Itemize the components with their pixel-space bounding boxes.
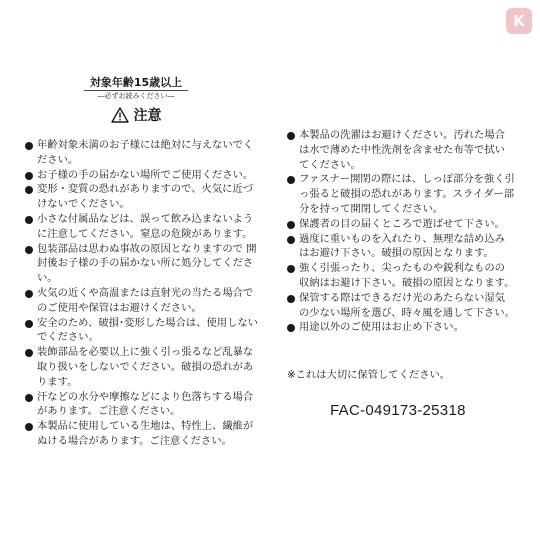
bullet-icon <box>25 423 33 431</box>
list-item: 保護者の目の届くところで遊ばせて下さい。 <box>287 217 515 232</box>
list-item: お子様の手の届かない場所でご使用ください。 <box>25 168 259 183</box>
bullet-icon <box>25 246 33 254</box>
bullet-icon <box>287 132 295 140</box>
list-item: 保管する際はできるだけ光のあたらない湿気の少ない場所を選び、時々風を通して下さい。 <box>287 291 515 321</box>
must-read-subtitle: ―必ずお読みください― <box>84 90 188 101</box>
list-item: ファスナー開閉の際には、しっぽ部分を強く引っ張ると破損の恐れがあります。スライダー部分を持って開閉してください。 <box>287 172 515 216</box>
list-item: 用途以外のご使用はお止め下さい。 <box>287 320 515 335</box>
list-item: 安全のため、破損･変形した場合は、使用しないでください。 <box>25 316 259 346</box>
bullet-icon <box>287 295 295 303</box>
bullet-icon <box>287 176 295 184</box>
right-caution-list <box>287 128 515 335</box>
bullet-icon <box>25 349 33 357</box>
list-item: 包装部品は思わぬ事故の原因となりますので 開封後お子様の手の届かない所に処分してください。 <box>25 242 259 286</box>
caution-heading <box>84 105 188 125</box>
list-item: 変形・変質の恐れがありますので、火気に近づけないでください。 <box>25 182 259 212</box>
list-item: 本製品の洗濯はお避けください。汚れた場合は水で薄めた中性洗剤を含ませた布等で拭いてください。 <box>287 128 515 172</box>
left-caution-list <box>25 138 259 449</box>
product-code: FAC-049173-25318 <box>330 402 466 419</box>
bullet-icon <box>287 221 295 229</box>
caution-label: 注意 <box>133 108 162 124</box>
bullet-icon <box>25 142 33 150</box>
warning-triangle-icon <box>111 107 129 123</box>
bullet-icon <box>25 394 33 402</box>
warning-header <box>84 76 188 125</box>
bullet-icon <box>25 290 33 298</box>
bullet-icon <box>25 172 33 180</box>
bullet-icon <box>287 236 295 244</box>
brand-badge: K <box>506 8 532 34</box>
bullet-icon <box>287 324 295 332</box>
bullet-icon <box>25 216 33 224</box>
list-item: 小さな付属品などは、誤って飲み込まないように注意してください。窒息の危険があります。 <box>25 212 259 242</box>
bullet-icon <box>25 320 33 328</box>
list-item: 本製品に使用している生地は、特性上、繊維がぬける場合があります。ご注意ください。 <box>25 419 259 449</box>
list-item: 過度に重いものを入れたり、無理な詰め込みはお避け下さい。破損の原因となります。 <box>287 232 515 262</box>
age-title: 対象年齢15歳以上 <box>89 76 183 89</box>
bullet-icon <box>287 265 295 273</box>
list-item: 年齢対象未満のお子様には絶対に与えないでください。 <box>25 138 259 168</box>
list-item: 汗などの水分や摩擦などにより色落ちする場合があります。ご注意ください。 <box>25 390 259 420</box>
storage-note: ※これは大切に保管してください。 <box>287 369 451 381</box>
bullet-icon <box>25 186 33 194</box>
list-item: 装飾部品を必要以上に強く引っ張るなど乱暴な取り扱いをしないでください。破損の恐れがあります。 <box>25 345 259 389</box>
list-item: 強く引張ったり、尖ったものや鋭利なものの収納はお避け下さい。破損の原因となります。 <box>287 261 515 291</box>
list-item: 火気の近くや高温または直射光の当たる場合でのご使用や保管はお避けください。 <box>25 286 259 316</box>
